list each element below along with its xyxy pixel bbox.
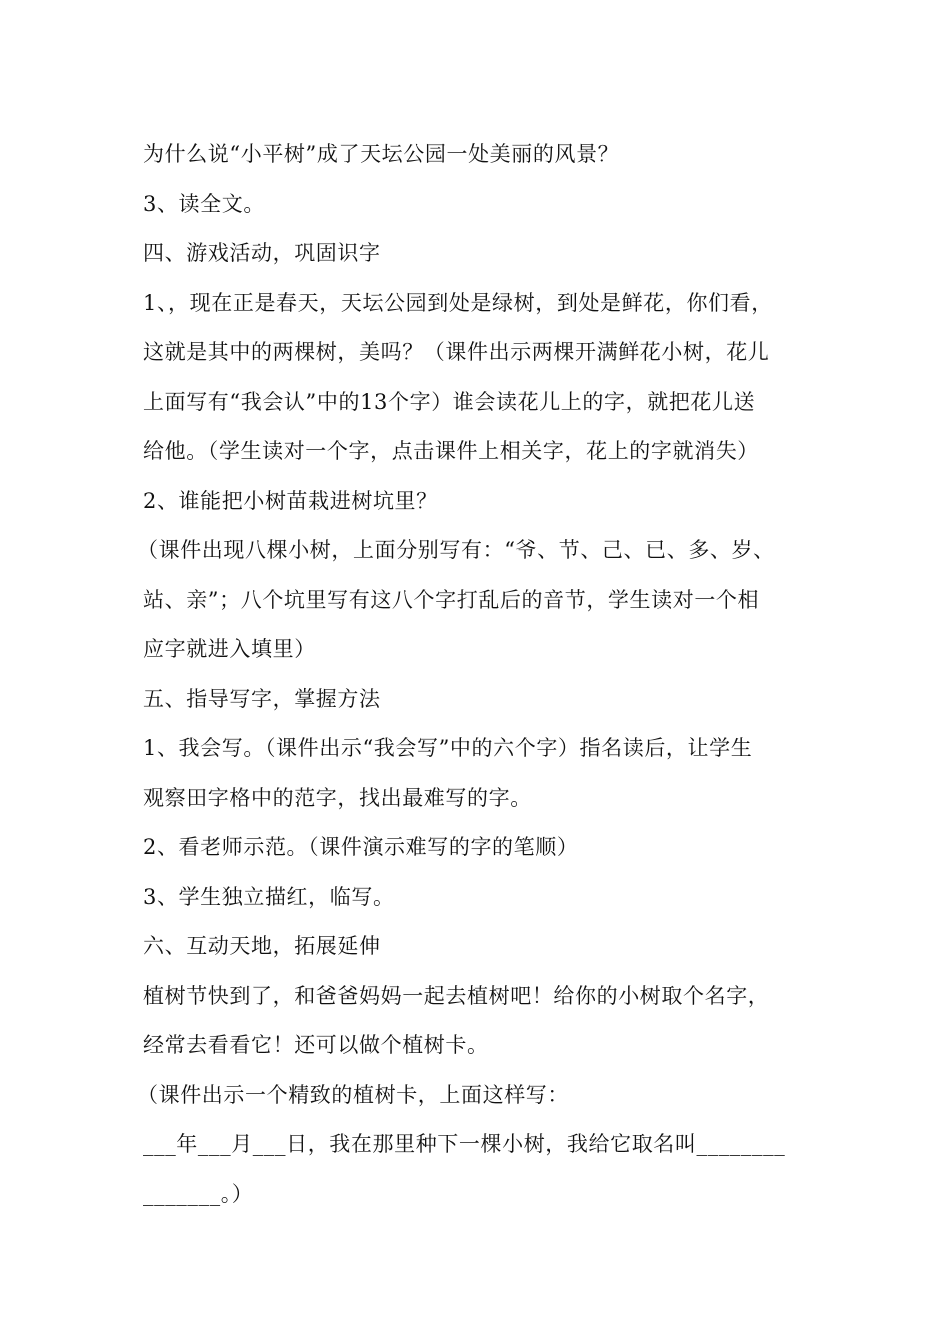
text-line: 为什么说“小平树”成了天坛公园一处美丽的风景？ [143,142,620,166]
text-line: 2、谁能把小树苗栽进树坑里？ [143,488,438,513]
fill-in-line: ___年___月___日，我在那里种下一棵小树，我给它取名叫________ [143,1132,786,1156]
section-heading: 五、指导写字，掌握方法 [143,686,381,711]
text-line: （课件出示一个精致的植树卡，上面这样写： [137,1082,569,1107]
text-line: 3、学生独立描红，临写。 [143,884,395,909]
document-body [137,130,823,1219]
section-heading: 六、互动天地，拓展延伸 [143,934,381,958]
text-line: 经常去看看它！还可以做个植树卡。 [143,1033,489,1057]
text-line: 观察田字格中的范字，找出最难写的字。 [143,785,532,810]
text-line: 2、看老师示范。（课件演示难写的字的笔顺） [143,835,579,859]
text-line: 站、亲”；八个坑里写有这八个字打乱后的音节，学生读对一个相 [143,587,760,612]
text-line: 上面写有“我会认”中的13个字）谁会读花儿上的字，就把花儿送 [143,389,756,414]
text-line: 这就是其中的两棵树，美吗？（课件出示两棵开满鲜花小树，花儿 [143,340,770,364]
text-line: 3、读全文。 [143,191,265,216]
text-line: （课件出现八棵小树，上面分别写有：“爷、节、己、已、多、岁、 [137,538,775,562]
text-line: 1、，现在正是春天，天坛公园到处是绿树，到处是鲜花，你们看， [143,290,773,315]
text-line: 植树节快到了，和爸爸妈妈一起去植树吧！给你的小树取个名字， [143,983,770,1008]
section-heading: 四、游戏活动，巩固识字 [143,241,381,265]
text-line: 1、我会写。（课件出示“我会写”中的六个字）指名读后，让学生 [143,736,753,760]
text-line: 给他。（学生读对一个字，点击课件上相关字，花上的字就消失） [143,439,759,463]
fill-in-line: _______。） [143,1181,254,1206]
text-line: 应字就进入填里） [143,637,316,661]
